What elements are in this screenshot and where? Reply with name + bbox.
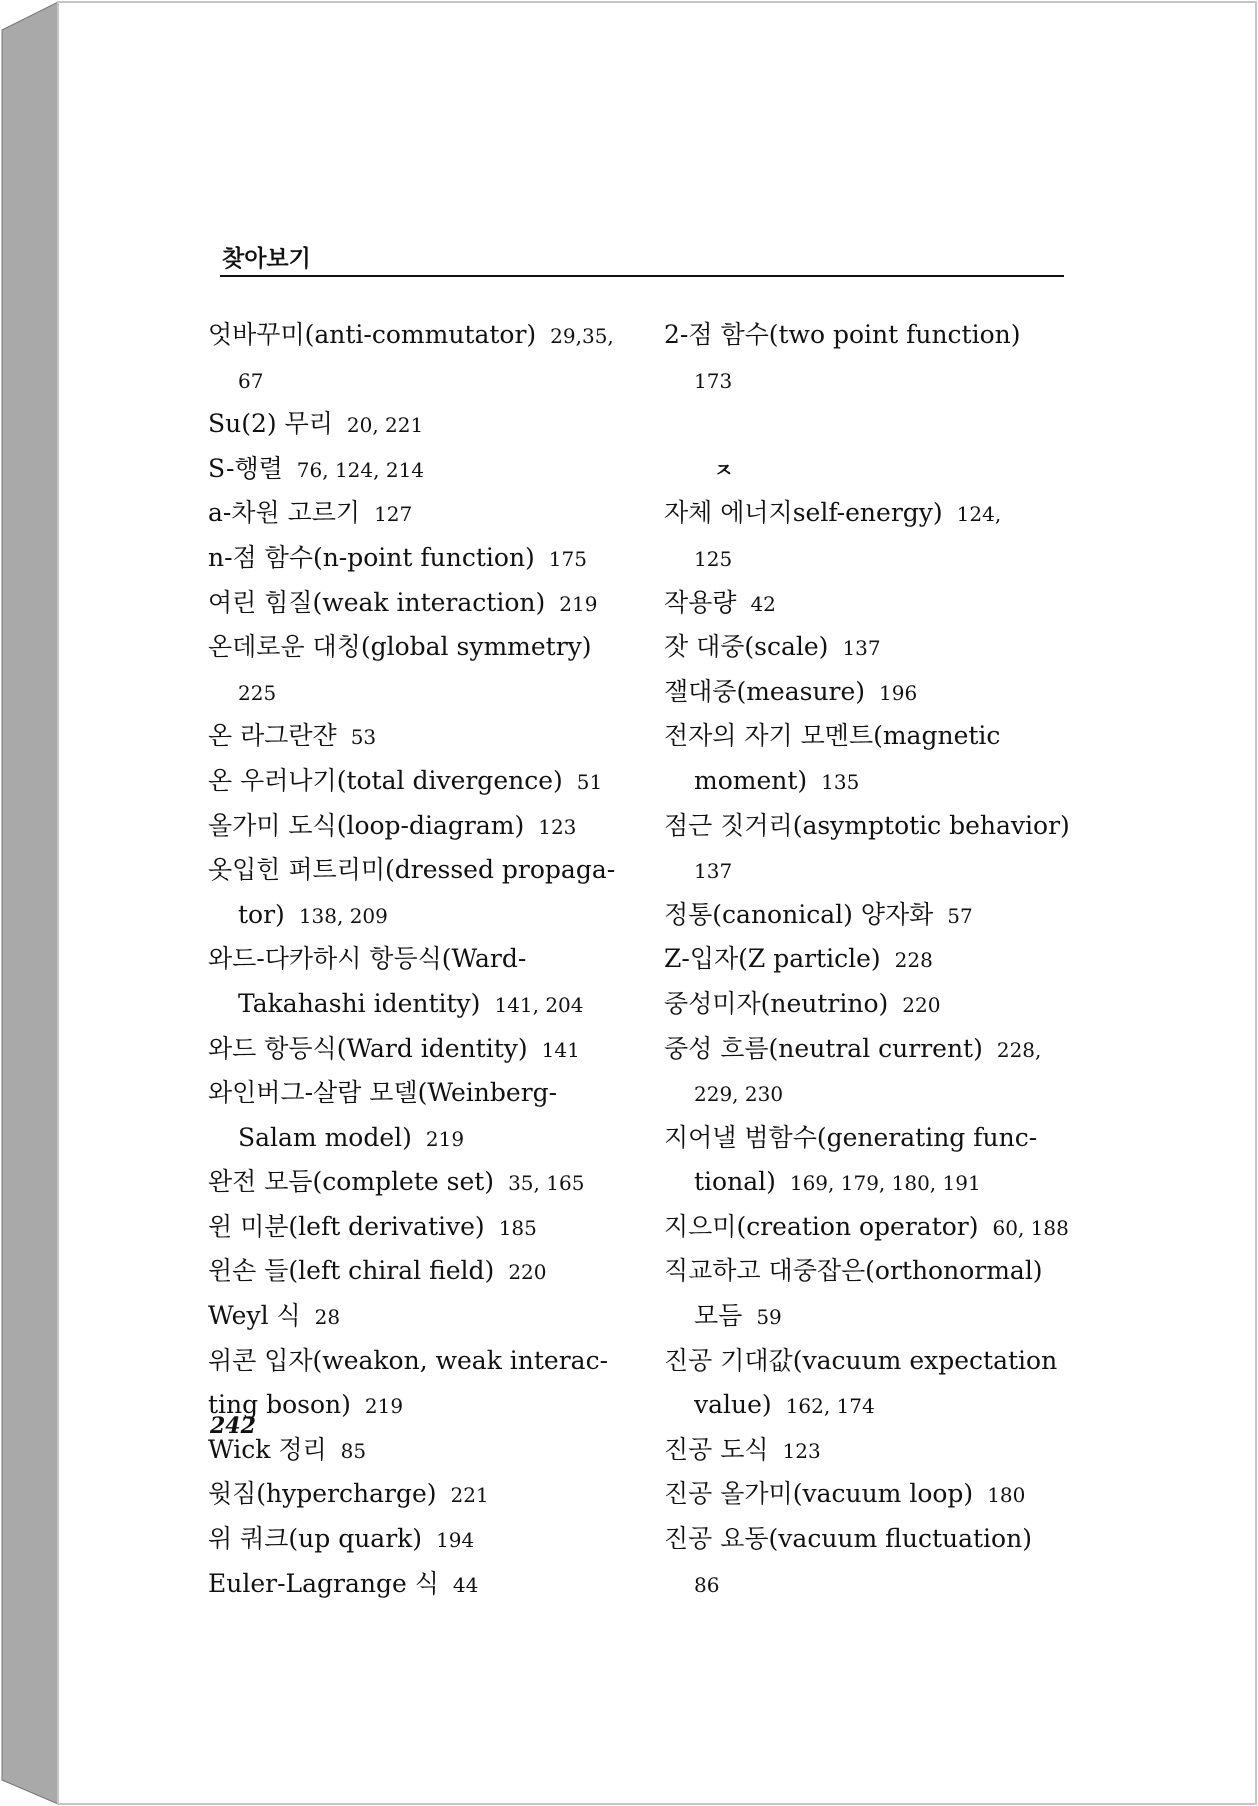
index-page-refs: 141, 204: [494, 992, 584, 1017]
index-entry: [664, 1160, 1076, 1205]
index-entry: [208, 982, 648, 1027]
index-page-refs: 221: [450, 1483, 489, 1508]
index-entry: [664, 491, 1076, 536]
index-term: 지으미(creation operator): [664, 1211, 979, 1241]
index-term: 진공 기대값(vacuum expectation: [664, 1345, 1058, 1375]
index-page-refs: 219: [364, 1394, 404, 1419]
index-term: tor): [238, 899, 285, 929]
index-page-refs: 228: [894, 948, 933, 973]
index-page-refs: 67: [238, 368, 264, 393]
index-page-refs: 219: [559, 591, 598, 616]
index-page-refs: 135: [821, 769, 860, 794]
index-term: tional): [694, 1167, 776, 1197]
index-page-refs: 175: [548, 546, 587, 571]
page-header-title: 찾아보기: [222, 246, 311, 272]
index-term: Wick 정리: [208, 1434, 327, 1464]
index-entry: [664, 1383, 1076, 1428]
index-term: 옷입힌 퍼트리미(dressed propaga-: [208, 855, 616, 885]
index-page-refs: 125: [694, 546, 733, 571]
index-page-refs: 137: [842, 636, 881, 661]
index-term: 올가미 도식(loop-diagram): [208, 810, 525, 840]
index-page-refs: 29,35,: [550, 324, 614, 348]
index-term: 진공 올가미(vacuum loop): [664, 1479, 974, 1509]
index-page-refs: 28: [314, 1305, 341, 1330]
index-page-refs: 220: [902, 992, 941, 1017]
index-term: Salam model): [238, 1122, 412, 1152]
index-entry: [208, 1249, 648, 1294]
index-entry: [664, 1472, 1076, 1517]
index-page-refs: 138, 209: [298, 903, 388, 928]
index-entry: [208, 1517, 648, 1562]
index-term: 2-점 함수(two point function): [664, 320, 1021, 349]
index-term: 와드 항등식(Ward identity): [208, 1033, 528, 1063]
index-page-refs: 53: [350, 725, 377, 750]
index-page-refs: 137: [694, 859, 733, 884]
index-page-refs: 169, 179, 180, 191: [789, 1171, 981, 1196]
index-page-refs: 220: [508, 1260, 547, 1285]
index-term: n-점 함수(n-point function): [208, 542, 535, 572]
index-entry: [664, 1116, 1076, 1161]
index-term: 완전 모듬(complete set): [208, 1167, 495, 1197]
index-page-refs: 20, 221: [346, 413, 424, 438]
index-page-refs: 194: [436, 1528, 475, 1553]
index-entry: [208, 581, 648, 626]
index-term: Su(2) 무리: [208, 409, 333, 439]
index-page-refs: 60, 188: [992, 1215, 1069, 1240]
index-term: 온데로운 대칭(global symmetry): [208, 632, 592, 662]
index-page-refs: 85: [340, 1438, 367, 1463]
index-entry: [208, 536, 648, 581]
index-term: Z-입자(Z particle): [664, 944, 881, 974]
index-entry: [208, 670, 648, 715]
index-entry: [664, 1027, 1076, 1072]
index-column-left: [208, 313, 648, 1606]
index-page-refs: 185: [498, 1215, 537, 1240]
index-entry: [208, 804, 648, 849]
index-term: 직교하고 대중잡은(orthonormal): [664, 1256, 1043, 1286]
index-entry: [664, 313, 1076, 358]
index-term: 점근 짓거리(asymptotic behavior): [664, 810, 1070, 840]
index-term: moment): [694, 765, 808, 795]
index-page-refs: 141: [541, 1037, 580, 1062]
index-term: 모듬: [694, 1301, 743, 1331]
index-term: 여린 힘질(weak interaction): [208, 587, 546, 617]
index-column-right: [664, 313, 1076, 1606]
index-entry: [208, 1294, 648, 1339]
index-page-refs: 173: [694, 368, 733, 393]
index-page-refs: 57: [947, 903, 973, 928]
index-entry: [208, 759, 648, 804]
index-entry: [208, 402, 648, 447]
index-term: 잴대중(measure): [664, 676, 866, 706]
index-page-refs: 86: [694, 1572, 720, 1597]
index-entry: [664, 1517, 1076, 1562]
index-entry: [664, 937, 1076, 982]
index-page-refs: 124,: [956, 502, 1002, 527]
index-entry: [664, 625, 1076, 670]
index-entry: [208, 893, 648, 938]
index-term: 진공 요동(vacuum fluctuation): [664, 1524, 1032, 1554]
index-entry: [208, 1428, 648, 1473]
index-entry: [208, 1472, 648, 1517]
index-entry: [664, 1339, 1076, 1384]
index-entry: [664, 358, 1076, 403]
index-page-refs: 228,: [996, 1037, 1042, 1062]
index-entry: [208, 1116, 648, 1161]
index-entry: [208, 491, 648, 536]
index-term: 잣 대중(scale): [664, 632, 829, 662]
index-term: 중성미자(neutrino): [664, 988, 889, 1018]
index-page-refs: 76, 124, 214: [296, 457, 425, 482]
index-term: 온 우러나기(total divergence): [208, 765, 563, 795]
index-term: a-차원 고르기: [208, 498, 361, 528]
index-term: 지어낼 범함수(generating func-: [664, 1122, 1038, 1152]
index-page-refs: 123: [782, 1438, 821, 1463]
index-term: 윈손 들(left chiral field): [208, 1256, 495, 1286]
index-entry: [208, 447, 648, 492]
index-entry: [664, 1249, 1076, 1294]
index-page-refs: 42: [750, 591, 776, 616]
index-term: 위콘 입자(weakon, weak interac-: [208, 1345, 609, 1375]
index-term: 전자의 자기 모멘트(magnetic: [664, 721, 1001, 751]
index-page-refs: 44: [452, 1572, 479, 1597]
index-entry: [208, 313, 648, 358]
index-entry: [664, 1294, 1076, 1339]
index-term: 진공 도식: [664, 1434, 769, 1464]
index-entry: [664, 402, 1076, 447]
index-term: value): [694, 1390, 772, 1420]
index-term: 윈 미분(left derivative): [208, 1211, 485, 1241]
index-term: 와드-다카하시 항등식(Ward-: [208, 944, 527, 974]
index-term: 엇바꾸미(anti-commutator): [208, 320, 537, 349]
index-page-refs: 127: [374, 502, 413, 527]
index-entry: [664, 759, 1076, 804]
index-entry: [208, 1562, 648, 1607]
index-term: 중성 흐름(neutral current): [664, 1033, 983, 1063]
index-page-refs: 229, 230: [694, 1082, 784, 1107]
header-divider: [220, 275, 1064, 277]
index-term: 윗짐(hypercharge): [208, 1479, 437, 1509]
index-entry: [208, 937, 648, 982]
index-page-refs: 59: [756, 1305, 782, 1330]
index-entry: [208, 1339, 648, 1384]
index-term: 자체 에너지self-energy): [664, 498, 943, 528]
page-number: 242: [210, 1413, 256, 1439]
index-entry: [664, 714, 1076, 759]
index-page-refs: 225: [238, 680, 277, 705]
index-page-refs: 35, 165: [508, 1171, 585, 1196]
index-entry: [664, 1428, 1076, 1473]
section-heading: ㅈ: [714, 457, 734, 482]
index-entry: [664, 1071, 1076, 1116]
index-entry: [664, 893, 1076, 938]
index-page-refs: 123: [538, 814, 577, 839]
index-term: Euler-Lagrange 식: [208, 1568, 439, 1598]
index-term: ting boson): [208, 1390, 351, 1420]
index-term: S-행렬: [208, 453, 283, 483]
index-entry: [208, 1027, 648, 1072]
index-entry: [208, 848, 648, 893]
index-page-refs: 162, 174: [785, 1394, 875, 1419]
index-entry: [208, 714, 648, 759]
index-page-refs: 196: [879, 680, 918, 705]
index-entry: [208, 358, 648, 403]
index-term: Weyl 식: [208, 1301, 301, 1331]
index-entry: [664, 670, 1076, 715]
index-entry: [208, 1071, 648, 1116]
index-entry: [208, 625, 648, 670]
index-entry: [664, 1205, 1076, 1250]
index-term: 정통(canonical) 양자화: [664, 899, 934, 929]
index-term: 작용량: [664, 587, 737, 617]
index-entry: [664, 804, 1076, 849]
index-entry: [208, 1383, 648, 1428]
index-entry: [664, 1562, 1076, 1607]
index-entry: [664, 848, 1076, 893]
index-entry: [664, 536, 1076, 581]
index-page-refs: 180: [987, 1483, 1026, 1508]
index-entry: [664, 447, 1076, 492]
index-term: Takahashi identity): [238, 988, 481, 1018]
index-page-refs: 51: [576, 769, 603, 794]
index-term: 온 라그란쟌: [208, 721, 337, 751]
index-entry: [208, 1160, 648, 1205]
index-entry: [664, 581, 1076, 626]
index-entry: [208, 1205, 648, 1250]
index-page-refs: 219: [425, 1126, 465, 1151]
index-term: 와인버그-살람 모델(Weinberg-: [208, 1078, 558, 1108]
index-entry: [664, 982, 1076, 1027]
index-term: 위 쿼크(up quark): [208, 1524, 423, 1554]
